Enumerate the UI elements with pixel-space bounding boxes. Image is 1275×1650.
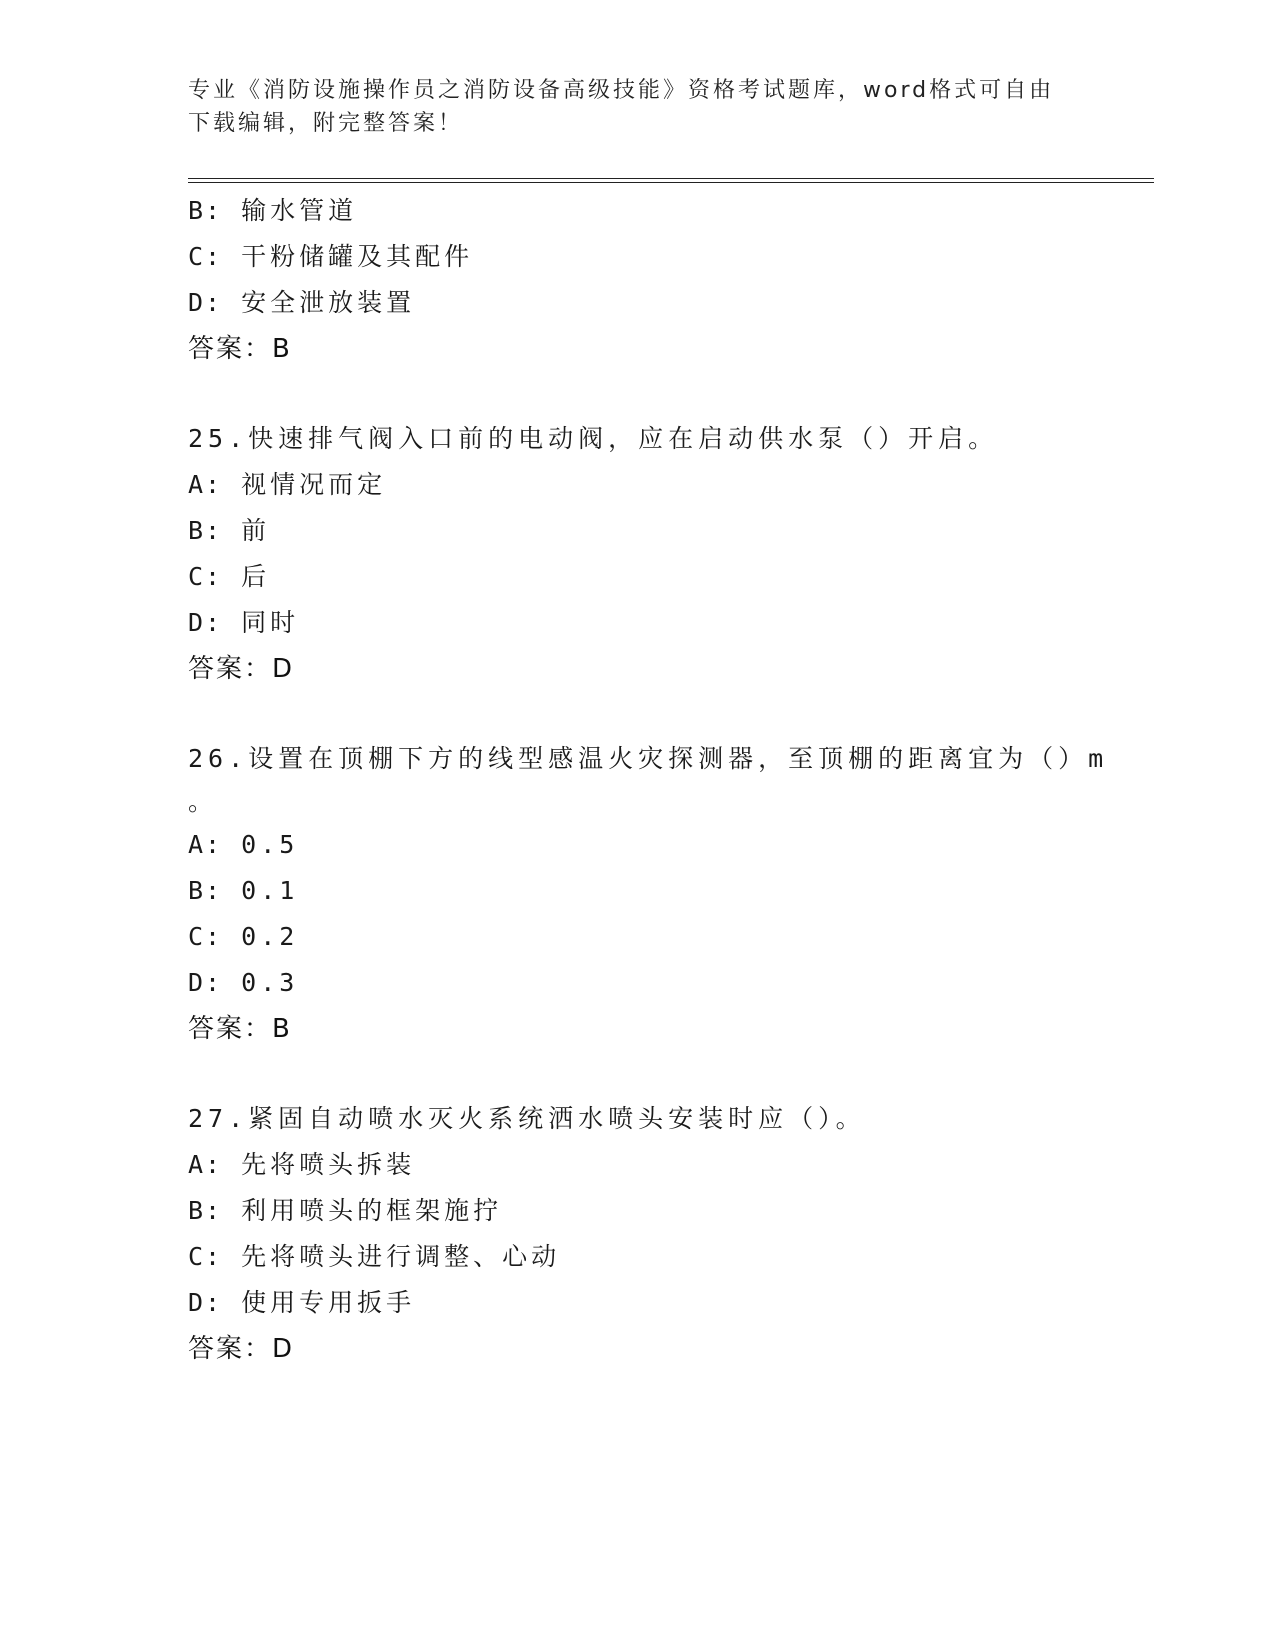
option-b: B: 0.1	[188, 876, 299, 905]
option-d: D: 同时	[188, 608, 300, 637]
question-list	[188, 188, 1109, 1372]
header-rule-bottom	[188, 182, 1154, 183]
question-text: 26.设置在顶棚下方的线型感温火灾探测器，至顶棚的距离宜为（）m	[188, 744, 1109, 773]
document-header	[188, 74, 1068, 140]
answer: 答案：B	[188, 334, 292, 364]
option-a: A: 视情况而定	[188, 470, 387, 499]
option-c: C: 先将喷头进行调整、心动	[188, 1242, 561, 1271]
option-b: B: 利用喷头的框架施拧	[188, 1196, 503, 1225]
option-d: D: 安全泄放装置	[188, 288, 416, 317]
option-d: D: 0.3	[188, 968, 299, 997]
question-24-fragment	[188, 188, 1088, 372]
option-b: B: 输水管道	[188, 196, 358, 225]
answer: 答案：B	[188, 1014, 292, 1044]
option-a: A: 先将喷头拆装	[188, 1150, 416, 1179]
answer: 答案：D	[188, 1334, 295, 1364]
question-27	[188, 1096, 1088, 1372]
question-text: 27.紧固自动喷水灭火系统洒水喷头安装时应（）。	[188, 1104, 866, 1133]
header-text: 专业《消防设施操作员之消防设备高级技能》资格考试题库，word格式可自由下载编辑，附完整答案！	[188, 78, 1055, 136]
question-25	[188, 416, 1088, 692]
option-c: C: 后	[188, 562, 271, 591]
question-26	[188, 736, 1109, 1052]
answer: 答案：D	[188, 654, 295, 684]
option-a: A: 0.5	[188, 830, 299, 859]
option-b: B: 前	[188, 516, 271, 545]
option-d: D: 使用专用扳手	[188, 1288, 416, 1317]
question-text-continuation: 。	[188, 787, 214, 816]
header-rule-top	[188, 178, 1154, 179]
question-text: 25.快速排气阀入口前的电动阀，应在启动供水泵（）开启。	[188, 424, 999, 453]
option-c: C: 干粉储罐及其配件	[188, 242, 474, 271]
option-c: C: 0.2	[188, 922, 299, 951]
